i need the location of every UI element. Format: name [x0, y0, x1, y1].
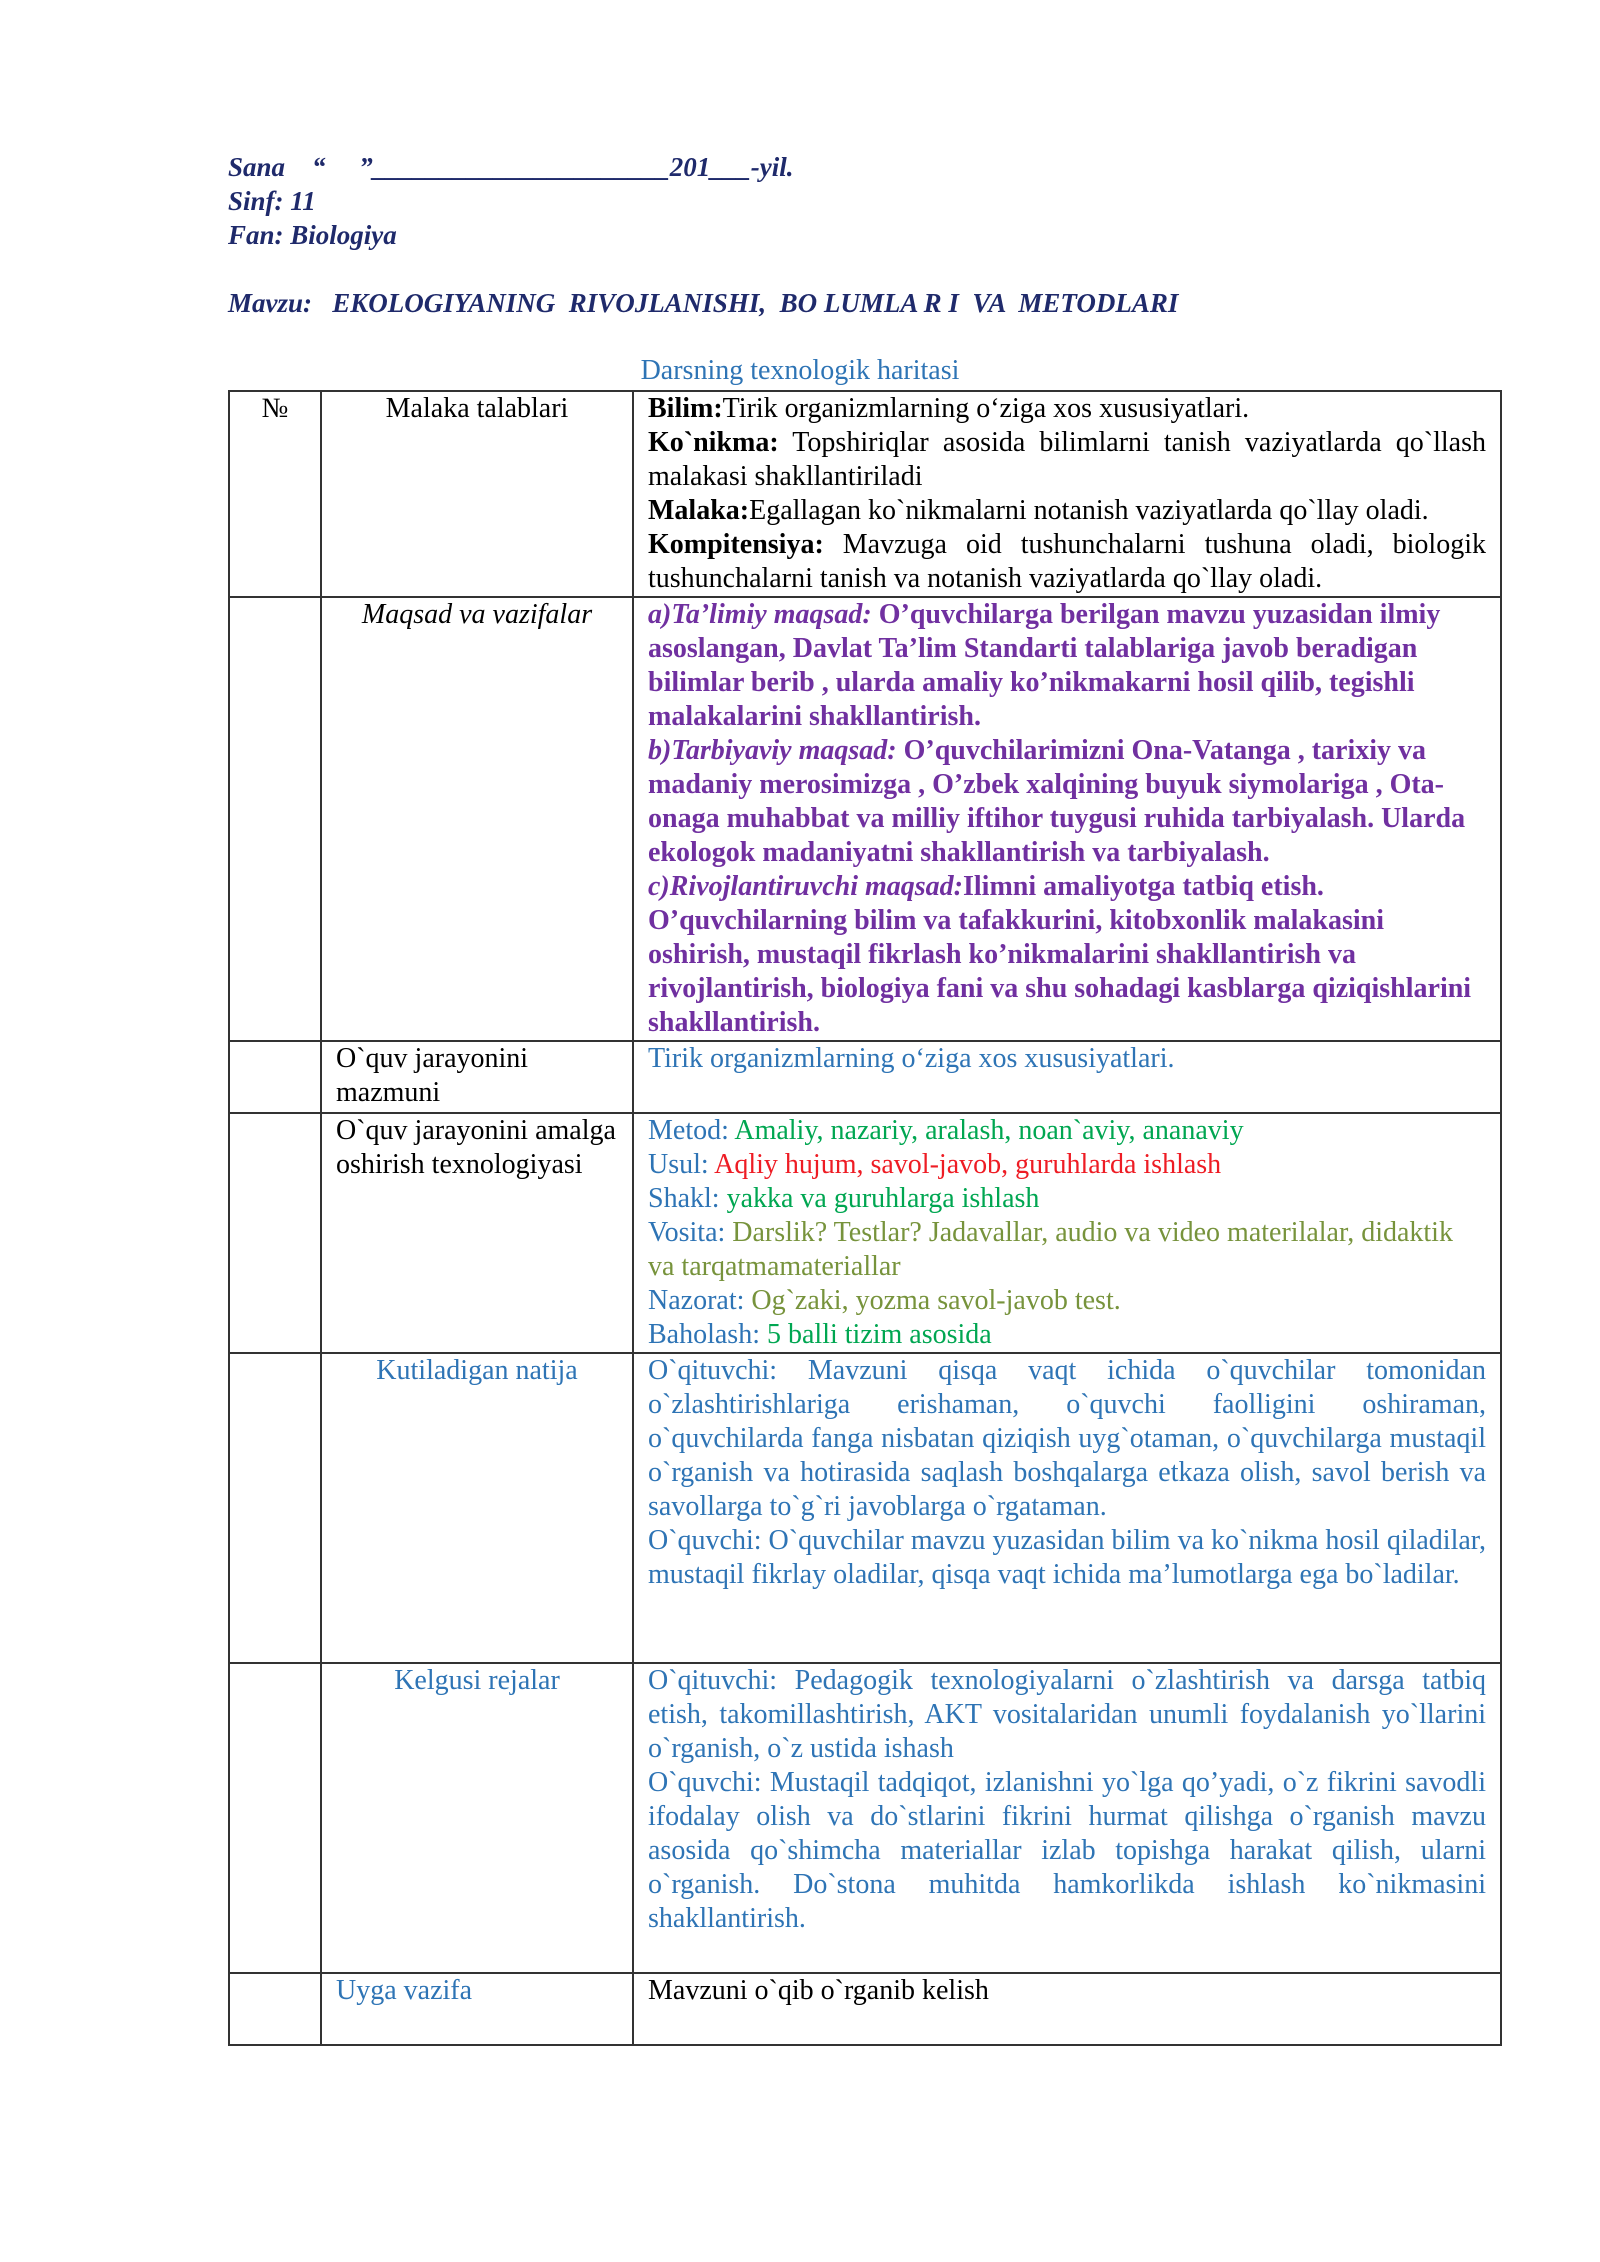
requirements-content	[633, 391, 1501, 597]
number-header: №	[229, 391, 321, 597]
row-label-technology: O`quv jarayonini amalga oshirish texnologiyasi	[321, 1113, 633, 1353]
goal-developmental: c)Rivojlantiruvchi maqsad:Ilimni amaliyotga tatbiq etish. O’quvchilarning bilim va tafakkurini, kitobxonlik malakasini oshirish, mustaqil fikrlash ko’nikmalarini shakllantirish va rivojlantirish, biologiya fani va shu sohadagi kasblarga qiziqishlarini shakllantirish.	[648, 871, 1472, 1038]
empty-cell	[229, 1353, 321, 1663]
student-plan: O`quvchi: Mustaqil tadqiqot, izlanishni yo`lga qo’yadi, o`z fikrini savodli ifodalay olish va do`stlarini fikrini hurmat qilishga o`rganish mavzu asosida qo`shimcha materiallar izlab topishga harakat qilish, ularni o`rganish. Do`stona muhitda hamkorlikda ishlash ko`nikmasini shakllantirish.	[648, 1767, 1486, 1934]
kompitensiya-line: Kompitensiya: Mavzuga oid tushunchalarni tushuna oladi, biologik tushunchalarni tanish va notanish vaziyatlarda qo`llay oladi.	[648, 529, 1486, 594]
topic-text: EKOLOGIYANING RIVOJLANISHI, BO LUMLA R I VA METODLARI	[332, 288, 1179, 318]
table-caption: Darsning texnologik haritasi	[640, 355, 960, 386]
row-label-homework: Uyga vazifa	[321, 1973, 633, 2045]
table-row	[229, 1663, 1501, 1973]
homework-text: Mavzuni o`qib o`rganib kelish	[633, 1973, 1501, 2045]
row-label-content: O`quv jarayonini mazmuni	[321, 1041, 633, 1113]
date-line: Sana “ ”______________________201___-yil.	[228, 152, 794, 182]
row-label-goals: Maqsad va vazifalar	[321, 597, 633, 1041]
subject-line: Fan: Biologiya	[228, 220, 397, 250]
baholash-line: Baholash: 5 balli tizim asosida	[648, 1319, 992, 1350]
table-row	[229, 1353, 1501, 1663]
konikma-line: Ko`nikma: Topshiriqlar asosida bilimlarni tanish vaziyatlarda qo`llash malakasi shakllantiriladi	[648, 427, 1486, 492]
topic-line	[228, 288, 1178, 319]
nazorat-line: Nazorat: Og`zaki, yozma savol-javob test.	[648, 1285, 1121, 1316]
topic-label: Mavzu:	[228, 288, 313, 318]
table-row	[229, 1973, 1501, 2045]
metod-line: Metod: Amaliy, nazariy, aralash, noan`aviy, ananaviy	[648, 1115, 1244, 1146]
expected-result-content	[633, 1353, 1501, 1663]
empty-cell	[229, 597, 321, 1041]
class-line: Sinf: 11	[228, 186, 316, 216]
empty-cell	[229, 1113, 321, 1353]
vosita-line: Vosita: Darslik? Testlar? Jadavallar, audio va video materilalar, didaktik va tarqatmamateriallar	[648, 1217, 1453, 1282]
content-text: Tirik organizmlarning o‘ziga xos xususiyatlari.	[633, 1041, 1501, 1113]
student-result: O`quvchi: O`quvchilar mavzu yuzasidan bilim va ko`nikma hosil qiladilar, mustaqil fikrlay oladilar, qisqa vaqt ichida ma’lumotlarga ega bo`ladilar.	[648, 1525, 1486, 1590]
empty-cell	[229, 1041, 321, 1113]
malaka-line: Malaka:Egallagan ko`nikmalarni notanish vaziyatlarda qo`llay oladi.	[648, 495, 1429, 526]
goal-educational: a)Ta’limiy maqsad: O’quvchilarga berilgan mavzu yuzasidan ilmiy asoslangan, Davlat Ta’lim Standarti talablariga javob beradigan bilimlar berib , ularda amaliy ko’nikmakarni hosil qilib, tegishli malakalarini shakllantirish.	[648, 599, 1441, 732]
technology-map-table	[228, 390, 1502, 2046]
goal-upbringing: b)Tarbiyaviy maqsad: O’quvchilarimizni Ona-Vatanga , tarixiy va madaniy merosimizga , O’zbek xalqining buyuk siymolariga , Ota-onaga muhabbat va milliy iftihor tuygusi ruhida tarbiyalash. Ularda ekologok madaniyatni shakllantirish va tarbiyalash.	[648, 735, 1466, 868]
bilim-line: Bilim:Tirik organizmlarning o‘ziga xos xususiyatlari.	[648, 393, 1250, 424]
technology-content	[633, 1113, 1501, 1353]
table-row	[229, 1041, 1501, 1113]
table-row	[229, 597, 1501, 1041]
empty-cell	[229, 1973, 321, 2045]
row-label-future-plans: Kelgusi rejalar	[321, 1663, 633, 1973]
row-label-requirements: Malaka talablari	[321, 391, 633, 597]
usul-line: Usul: Aqliy hujum, savol-javob, guruhlarda ishlash	[648, 1149, 1222, 1180]
table-row	[229, 1113, 1501, 1353]
teacher-result: O`qituvchi: Mavzuni qisqa vaqt ichida o`quvchilar tomonidan o`zlashtirishlariga erishaman, o`quvchi faolligini oshiraman, o`quvchilarda fanga nisbatan qiziqish uyg`otaman, o`quvchilarga mustaqil o`rganish va hotirasida saqlash boshqalarga etkaza olish, savol berish va savollarga to`g`ri javoblarga o`rgataman.	[648, 1355, 1486, 1522]
teacher-plan: O`qituvchi: Pedagogik texnologiyalarni o`zlashtirish va darsga tatbiq etish, takomillashtirish, AKT vositalaridan unumli foydalanish yo`llarini o`rganish, o`z ustida ishash	[648, 1665, 1486, 1764]
shakl-line: Shakl: yakka va guruhlarga ishlash	[648, 1183, 1040, 1214]
empty-cell	[229, 1663, 321, 1973]
goals-content	[633, 597, 1501, 1041]
future-plans-content	[633, 1663, 1501, 1973]
row-label-expected-result: Kutiladigan natija	[321, 1353, 633, 1663]
table-row	[229, 391, 1501, 597]
